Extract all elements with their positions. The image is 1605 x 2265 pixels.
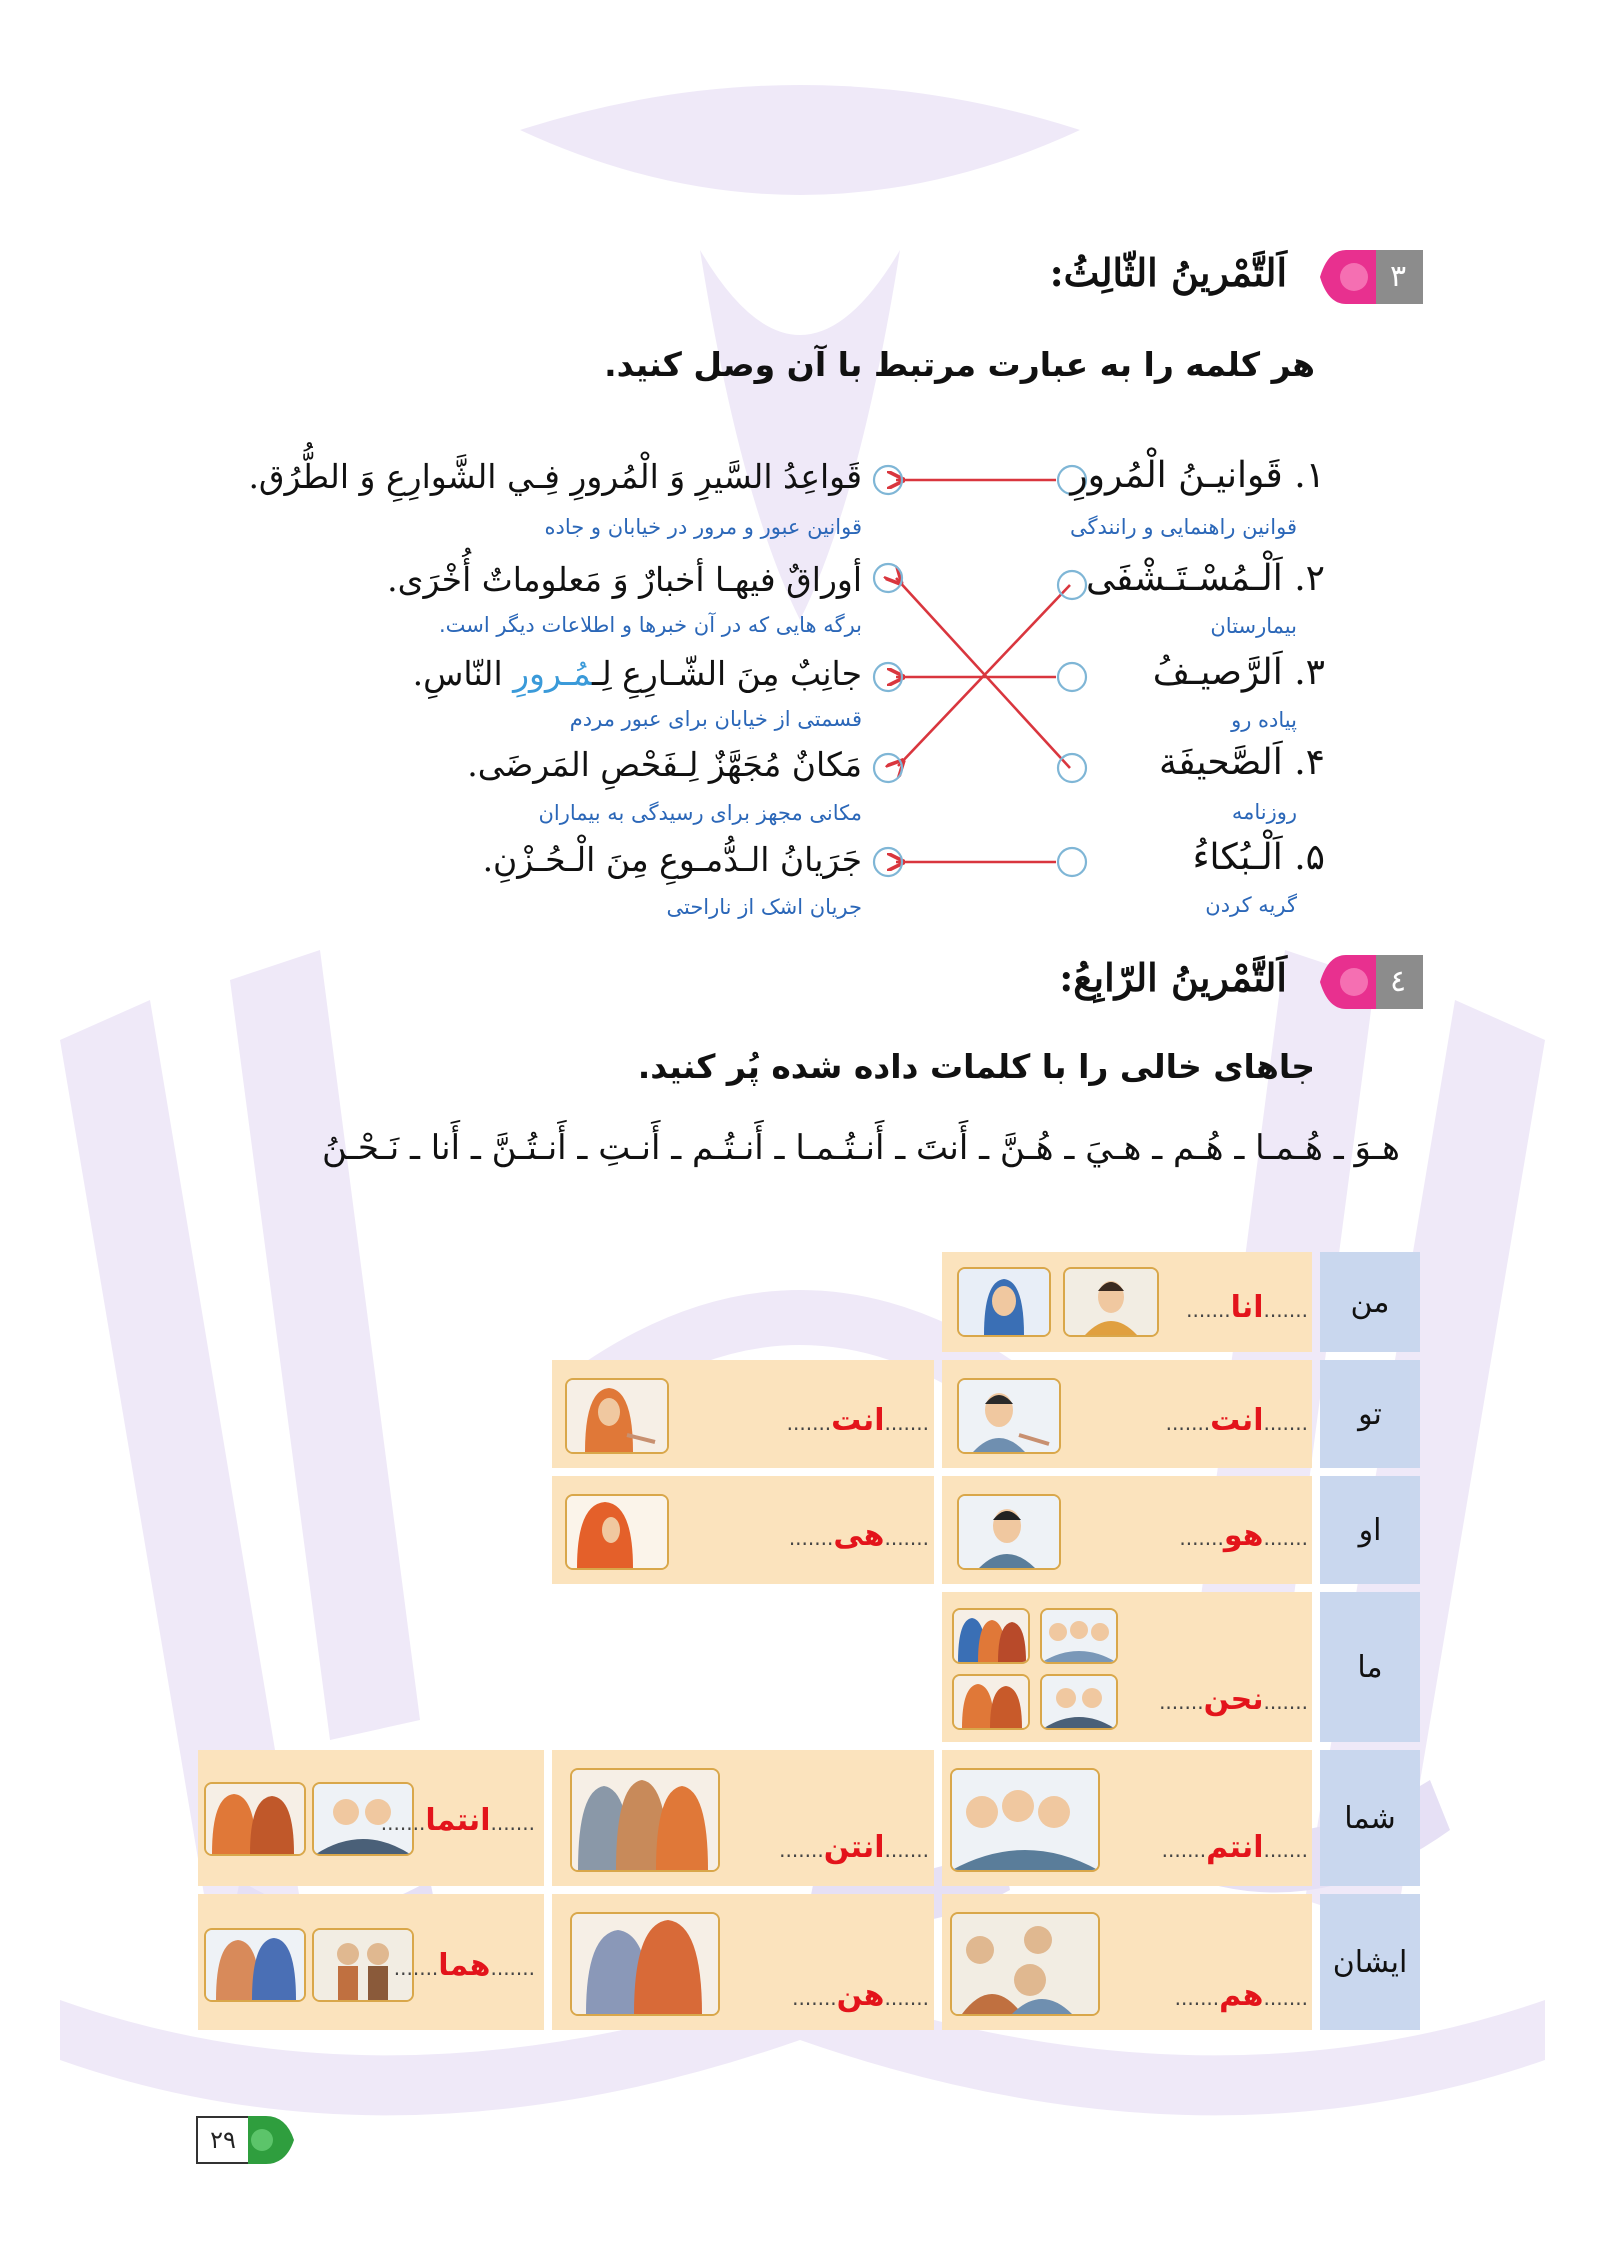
exercise4-number-box <box>1373 955 1423 1009</box>
blank-dots: ....... <box>884 1986 929 2010</box>
blank-dots: ....... <box>884 1411 929 1435</box>
match-word-3: ۳. اَلرَّصیـفُ <box>1152 652 1325 693</box>
pair-boys-image <box>1040 1674 1118 1730</box>
boy-pointing-image <box>957 1378 1061 1454</box>
portrait-woman-image <box>957 1267 1051 1337</box>
blank-dots: ....... <box>1263 1986 1308 2010</box>
section-marker-icon <box>1318 955 1376 1009</box>
blank-dots: ....... <box>490 1956 535 1980</box>
blank-dots: ....... <box>1165 1411 1211 1435</box>
answer-text: هما <box>438 1948 491 1983</box>
answer-man <box>1186 1290 1308 1325</box>
blank-dots: ....... <box>1179 1526 1224 1550</box>
phrase-3-highlight: مُـرورِ <box>513 654 592 693</box>
blank-dots: ....... <box>380 1811 426 1835</box>
right-circle-2 <box>874 564 902 592</box>
left-circle-3 <box>1058 663 1086 691</box>
match-phrase-4-gloss: مکانی مجهز برای رسیدگی به بیماران <box>538 801 862 825</box>
group-girls-pointing-image <box>570 1768 720 1872</box>
blank-dots: ....... <box>1263 1526 1308 1550</box>
row-label-ishan: ایشان <box>1320 1894 1420 2030</box>
left-circle-5 <box>1058 848 1086 876</box>
match-phrase-2-gloss: برگه هایی که در آن خبرها و اطلاعات دیگر است. <box>439 613 862 637</box>
row-label-man: من <box>1320 1252 1420 1352</box>
answer-text: هو <box>1223 1518 1264 1553</box>
answer-text: انتما <box>425 1803 491 1838</box>
blank-dots: ....... <box>788 1526 834 1550</box>
blank-dots: ....... <box>490 1811 535 1835</box>
blank-dots: ....... <box>1263 1298 1308 1322</box>
answer-text: انت <box>831 1403 885 1438</box>
match-word-3-gloss: پیاده رو <box>1231 708 1297 732</box>
page-number: ۲۹ <box>196 2116 250 2164</box>
girl-pointing-image <box>565 1378 669 1454</box>
answer-ishan-3 <box>394 1948 535 1983</box>
answer-shoma-3 <box>381 1803 535 1838</box>
exercise3-title: اَلتَّمْرینُ الثّالِثُ: <box>1049 250 1287 295</box>
exercise3-number: ۳ <box>1389 259 1407 294</box>
answer-text: انا <box>1230 1290 1264 1325</box>
blank-dots: ....... <box>1263 1690 1308 1714</box>
answer-ishan-1 <box>1175 1978 1308 2013</box>
answer-shoma-1 <box>1162 1830 1308 1865</box>
match-phrase-3-gloss: قسمتی از خیابان برای عبور مردم <box>569 707 862 731</box>
answer-shoma-2 <box>779 1830 929 1865</box>
phrase-3-part-2: النّاسِ. <box>412 654 514 693</box>
match-word-1-gloss: قوانین راهنمایی و رانندگی <box>1069 515 1297 539</box>
page-number-marker-icon <box>248 2116 296 2164</box>
match-word-2-gloss: بیمارستان <box>1210 614 1297 638</box>
blank-dots: ....... <box>1263 1838 1308 1862</box>
match-word-4-gloss: روزنامه <box>1231 800 1297 824</box>
match-phrase-3 <box>413 654 862 693</box>
answer-text: انتم <box>1206 1830 1264 1865</box>
left-circle-2 <box>1058 571 1086 599</box>
match-word-5: ۵. اَلْـبُكاءُ <box>1192 837 1325 878</box>
blank-dots: ....... <box>792 1986 837 2010</box>
phrase-3-part-1: جانِبٌ مِنَ الشّـارِعِ لِـ <box>591 654 862 693</box>
answer-ma <box>1159 1682 1308 1717</box>
exercise4-instruction: جاهای خالی را با کلمات داده شده پُر کنید. <box>637 1047 1315 1086</box>
blank-dots: ....... <box>393 1956 439 1980</box>
blank-dots: ....... <box>1159 1690 1204 1714</box>
two-women-image <box>570 1912 720 2016</box>
match-phrase-5-gloss: جریان اشک از ناراحتی <box>666 895 862 919</box>
match-word-5-gloss: گریه کردن <box>1205 893 1297 917</box>
match-phrase-4: مَكانٌ مُجَهَّزٌ لِـفَحْصِ المَرضَی. <box>467 745 862 784</box>
match-phrase-1-gloss: قوانین عبور و مرور در خیابان و جاده <box>544 515 862 539</box>
row-label-shoma: شما <box>1320 1750 1420 1886</box>
left-circle-4 <box>1058 754 1086 782</box>
portrait-man-image <box>1063 1267 1159 1337</box>
boy-image <box>957 1494 1061 1570</box>
blank-dots: ....... <box>884 1838 929 1862</box>
row-label-ma: ما <box>1320 1592 1420 1742</box>
two-girls-standing-image <box>204 1928 306 2002</box>
blank-dots: ....... <box>1174 1986 1220 2010</box>
answer-to-1 <box>1166 1403 1308 1438</box>
match-phrase-2: أوراقٌ فیهـا أخبارٌ وَ مَعلوماتٌ أُخْرَی. <box>387 560 862 599</box>
blank-dots: ....... <box>779 1838 824 1862</box>
right-circle-4 <box>874 754 902 782</box>
answer-to-2 <box>787 1403 929 1438</box>
blank-dots: ....... <box>1186 1298 1231 1322</box>
answer-text: هن <box>836 1978 885 2013</box>
answer-oo-1 <box>1179 1518 1308 1553</box>
match-phrase-1: قَواعِدُ السَّیرِ وَ الْمُرورِ فِـي الشَّوارِعِ وَ الطُّرُق. <box>248 457 862 496</box>
blank-dots: ....... <box>1263 1411 1308 1435</box>
row-label-oo: او <box>1320 1476 1420 1584</box>
answer-ishan-2 <box>792 1978 929 2013</box>
answer-text: انتن <box>823 1830 885 1865</box>
pronoun-word-bank: هـوَ ـ هُـمـا ـ هُـم ـ هـيَ ـ هُـنَّ ـ أَنتَ ـ أَنـتُـمـا ـ أَنـتُـم ـ أَنـتِ ـ أَنـتُـنَّ ـ أَنا ـ نَـحْـنُ <box>322 1128 1400 1168</box>
exercise3-instruction: هر کلمه را به عبارت مرتبط با آن وصل کنید. <box>604 345 1315 384</box>
match-phrase-5: جَرَیانُ الـدُّمـوعِ مِنَ الْـحُـزْنِ. <box>482 840 862 879</box>
answer-text: نحن <box>1203 1682 1264 1717</box>
group-boys-image <box>1040 1608 1118 1664</box>
match-word-1: ۱. قَوانیـنُ الْمُرورِ <box>1070 455 1325 496</box>
exercise4-number: ٤ <box>1389 964 1407 999</box>
answer-text: هم <box>1219 1978 1264 2013</box>
girl-image <box>565 1494 669 1570</box>
match-word-4: ۴. اَلصَّحیفَة <box>1158 742 1325 783</box>
answer-text: انت <box>1210 1403 1264 1438</box>
exercise4-title: اَلتَّمْرینُ الرّابِعُ: <box>1059 955 1287 1000</box>
pair-girls-image <box>952 1674 1030 1730</box>
blank-dots: ....... <box>884 1526 929 1550</box>
answer-oo-2 <box>789 1518 929 1553</box>
row-label-to: تو <box>1320 1360 1420 1468</box>
answer-text: هی <box>833 1518 885 1553</box>
group-girls-image <box>952 1608 1030 1664</box>
blank-dots: ....... <box>1161 1838 1207 1862</box>
two-girls-image <box>204 1782 306 1856</box>
group-boys-standing-image <box>950 1912 1100 2016</box>
group-boys-pointing-image <box>950 1768 1100 1872</box>
match-word-2: ۲. اَلْـمُسْـتَـشْفَی <box>1086 558 1325 599</box>
blank-dots: ....... <box>786 1411 832 1435</box>
